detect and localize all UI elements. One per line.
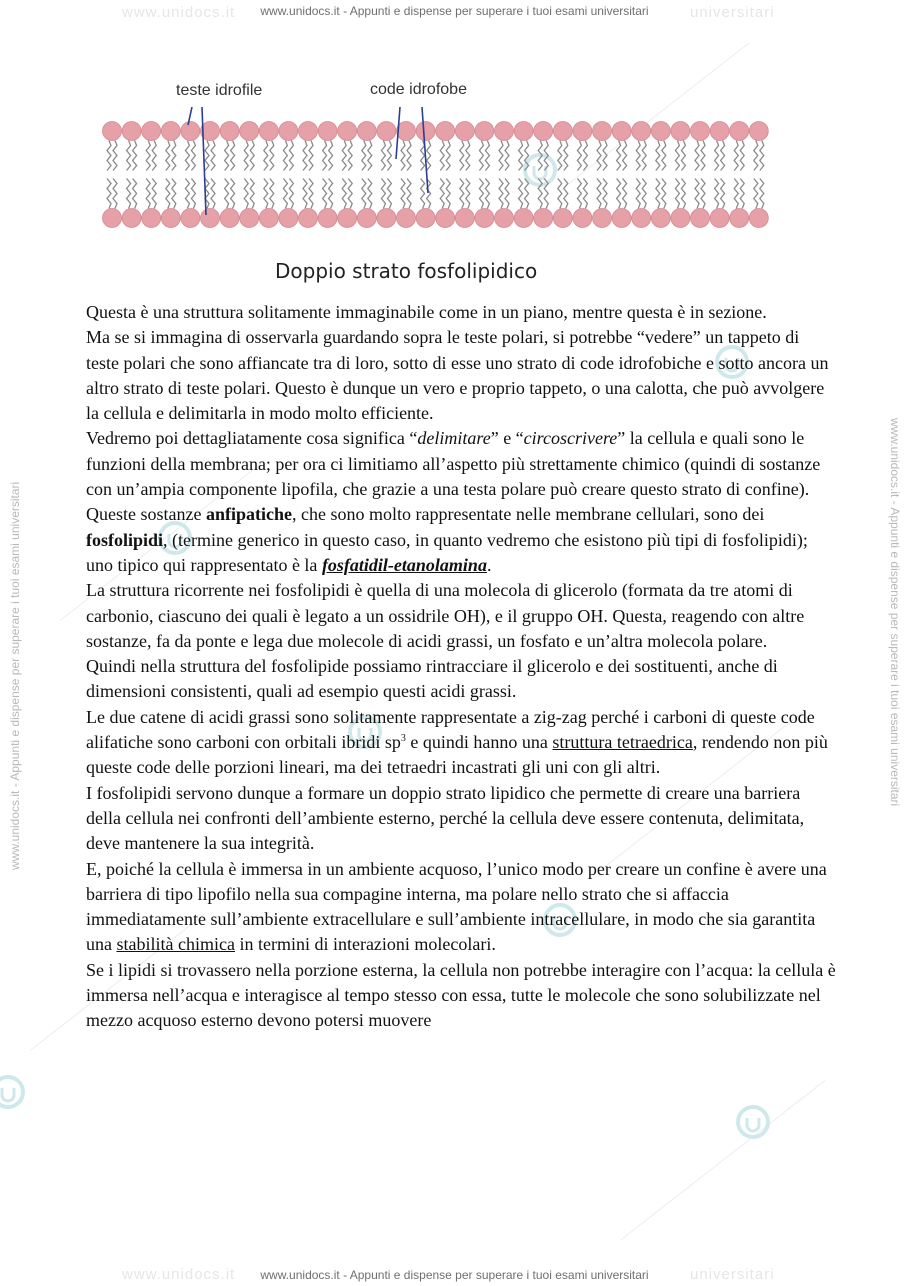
- bold-italic-underlined-term: fosfatidil-etanolamina: [321, 554, 487, 575]
- italic-term: circoscrivere: [523, 428, 618, 449]
- paragraph: Se i lipidi si trovassero nella porzione esterna, la cellula non potrebbe interagire con l’acqua: la cellula è immersa nell’acqua e interagisce al tempo stesso con essa, tutte le molecole che sono solubilizzate nel mezzo acquoso esterno devono potersi muovere: [86, 959, 836, 1031]
- paragraph: Vedremo poi dettagliatamente cosa significa “delimitare” e “circoscrivere” la cellula e quali sono le funzioni della membrana; per ora ci limitiamo all’aspetto più strettamente chimico (quindi di sostanze con un’ampia componente lipofila, che grazie a una testa polare può creare questo strato di confine).: [86, 428, 821, 500]
- bilayer-figure: [100, 72, 790, 292]
- watermark-ghost-right-footer: universitari: [690, 1266, 775, 1283]
- watermark-header: www.unidocs.it - Appunti e dispense per superare i tuoi esami universitari: [260, 4, 649, 18]
- watermark-ghost-right: universitari: [690, 4, 775, 21]
- paragraph: E, poiché la cellula è immersa in un ambiente acquoso, l’unico modo per creare un confine è avere una barriera di tipo lipofilo nella sua compagine interna, ma polare nello strato che si affaccia immediatamente sull’ambiente extracellulare e sull’ambiente intracellulare, in modo che sia garantita una stabilità chimica in termini di interazioni molecolari.: [86, 858, 827, 955]
- unidocs-logo-icon: [733, 1102, 773, 1142]
- watermark-ghost-left-footer: www.unidocs.it: [122, 1266, 236, 1283]
- italic-term: delimitare: [417, 428, 491, 449]
- paragraph: La struttura ricorrente nei fosfolipidi è quella di una molecola di glicerolo (formata da tre atomi di carbonio, ciascuno dei quali è legato a un ossidrile OH), e il gruppo OH. Questa, reagendo con altre sostanze, fa da ponte e lega due molecole di acidi grassi, un fosfato e un’altra molecola polare.: [86, 580, 805, 651]
- paragraph: Questa è una struttura solitamente immaginabile come in un piano, mentre questa è in sezione.: [86, 302, 767, 322]
- watermark-footer: www.unidocs.it - Appunti e dispense per superare i tuoi esami universitari: [260, 1268, 649, 1282]
- watermark-side-right: www.unidocs.it - Appunti e dispense per superare i tuoi esami universitari: [888, 418, 902, 807]
- underlined-term: stabilità chimica: [116, 934, 235, 955]
- bold-term: anfipatiche: [205, 504, 292, 525]
- superscript: 3: [400, 733, 406, 745]
- bold-term: fosfolipidi: [86, 529, 164, 550]
- paragraph: Quindi nella struttura del fosfolipide possiamo rintracciare il glicerolo e dei sostituenti, anche di dimensioni consistenti, quali ad esempio questi acidi grassi.: [86, 656, 778, 702]
- label-teste-idrofile: teste idrofile: [176, 82, 263, 99]
- watermark-side-left: www.unidocs.it - Appunti e dispense per superare i tuoi esami universitari: [8, 481, 22, 870]
- unidocs-logo-icon: [0, 1072, 28, 1112]
- underlined-term: struttura tetraedrica: [552, 732, 693, 753]
- paragraph: Le due catene di acidi grassi sono solitamente rappresentate a zig-zag perché i carboni di queste code alifatiche sono carboni con orbitali ibridi $sp^3$ e quindi hanno una struttura tetraedrica, rendendo non più queste code delle porzioni lineari, ma dei tetraedri incastrati gli uni con gli altri.: [86, 706, 828, 778]
- figure-caption: Doppio strato fosfolipidico: [275, 259, 538, 283]
- bilayer-diagram: [100, 107, 790, 242]
- paragraph: Ma se si immagina di osservarla guardando sopra le teste polari, si potrebbe “vedere” un tappeto di teste polari che sono affiancate tra di loro, sotto di esse uno strato di code idrofobiche e sotto ancora un altro strato di teste polari. Questo è dunque un vero e proprio tappeto, o una calotta, che può avvolgere la cellula e delimitarla in modo molto efficiente.: [86, 327, 829, 424]
- watermark-line: [620, 1080, 825, 1241]
- paragraph: I fosfolipidi servono dunque a formare un doppio strato lipidico che permette di creare una barriera della cellula nei confronti dell’ambiente esterno, perché la cellula deve essere contenuta, delimitata, deve mantenere la sua integrità.: [86, 782, 805, 854]
- document-body: [86, 300, 836, 1034]
- watermark-ghost-left: www.unidocs.it: [122, 4, 236, 21]
- paragraph: Queste sostanze anfipatiche, che sono molto rappresentate nelle membrane cellulari, sono dei fosfolipidi, (termine generico in questo caso, in quanto vedremo che esistono più tipi di fosfolipidi); uno tipico qui rappresentato è la fosfatidil-etanolamina.: [86, 504, 808, 575]
- label-code-idrofobe: code idrofobe: [370, 81, 467, 98]
